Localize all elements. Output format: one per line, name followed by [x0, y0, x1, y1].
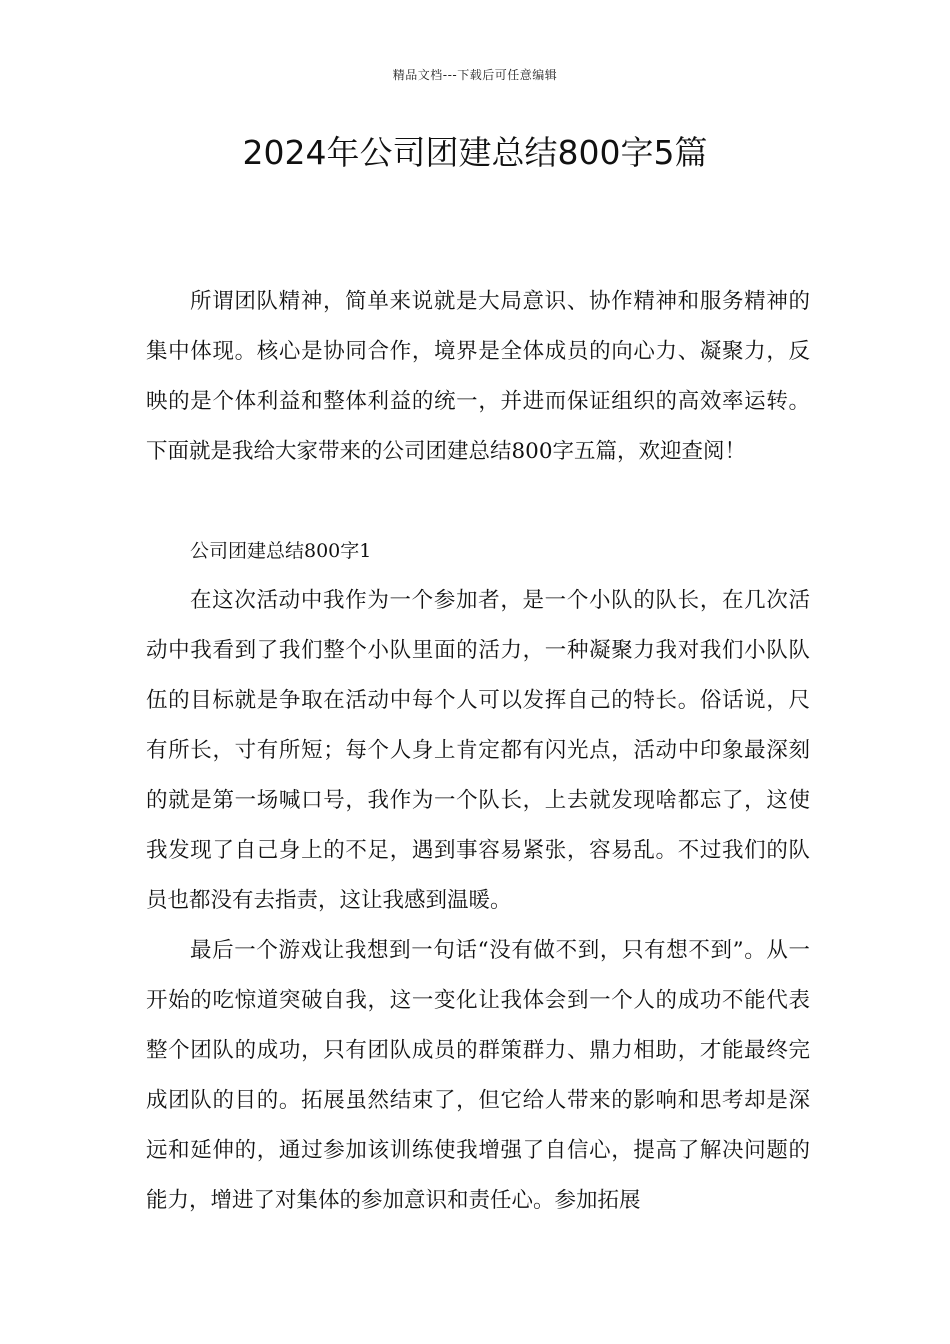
header-note: 精品文档---下载后可任意编辑	[392, 68, 558, 82]
section-heading: 公司团建总结800字1	[190, 540, 372, 562]
intro-paragraph: 所谓团队精神，简单来说就是大局意识、协作精神和服务精神的集中体现。核心是协同合作，境界是全体成员的向心力、凝聚力，反映的是个体利益和整体利益的统一，并进而保证组织的高效率运转。下面就是我给大家带来的公司团建总结800字五篇，欢迎查阅！	[146, 289, 810, 464]
section-1	[146, 526, 810, 1226]
page-title: 2024年公司团建总结800字5篇	[242, 133, 708, 172]
section-paragraph-1: 在这次活动中我作为一个参加者，是一个小队的队长，在几次活动中我看到了我们整个小队里面的活力，一种凝聚力我对我们小队队伍的目标就是争取在活动中每个人可以发挥自己的特长。俗话说，尺有所长，寸有所短；每个人身上肯定都有闪光点，活动中印象最深刻的就是第一场喊口号，我作为一个队长，上去就发现啥都忘了，这使我发现了自己身上的不足，遇到事容易紧张，容易乱。不过我们的队员也都没有去指责，这让我感到温暖。	[146, 588, 810, 913]
section-paragraph-2: 最后一个游戏让我想到一句话“没有做不到，只有想不到”。从一开始的吃惊道突破自我，这一变化让我体会到一个人的成功不能代表整个团队的成功，只有团队成员的群策群力、鼎力相助，才能最终完成团队的目的。拓展虽然结束了，但它给人带来的影响和思考却是深远和延伸的，通过参加该训练使我增强了自信心，提高了解决问题的能力，增进了对集体的参加意识和责任心。参加拓展	[146, 938, 810, 1213]
